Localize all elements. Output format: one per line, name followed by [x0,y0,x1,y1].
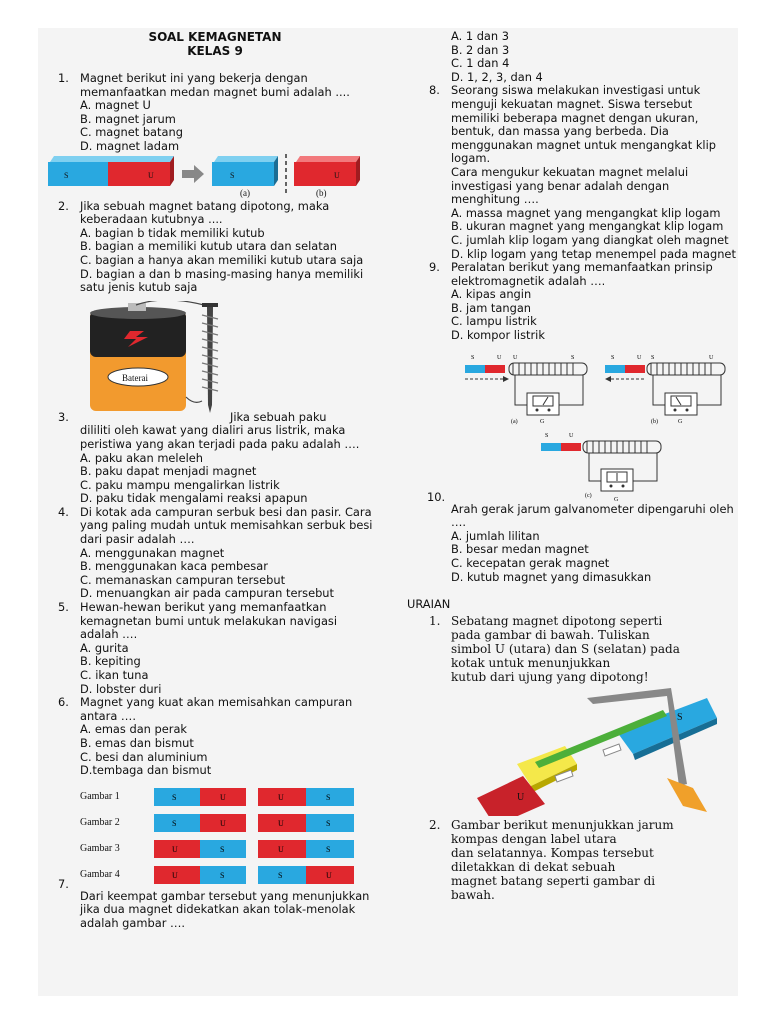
question-line: Gambar berikut menunjukkan jarum [451,817,674,832]
question-4 [44,506,374,601]
galvanometer-label: G [540,418,545,425]
option-b: B. kepiting [80,654,141,669]
option-c: C. memanaskan campuran tersebut [80,572,286,587]
option-c: C. magnet batang [80,125,183,140]
option-c: C. kecepatan gerak magnet [451,556,610,571]
option-d: D. klip logam yang tetap menempel pada magnet [451,246,736,261]
galvanometer-label: G [614,496,619,503]
question-number: 2. [58,198,69,213]
coil [647,363,725,375]
option-b: B. besar medan magnet [451,542,589,557]
pole-label: S [471,354,475,361]
option-a: A. kipas angin [451,287,532,302]
question-number: 4. [58,504,69,519]
pole-label: S [326,792,331,802]
question-line: bawah. [451,887,495,902]
pole-label: S [326,818,331,828]
battery-label: Baterai [122,372,148,383]
option-b: B. bagian a memiliki kutub utara dan selatan [80,239,337,254]
essay-question-2 [407,818,737,902]
question-line: pada gambar di bawah. Tuliskan [451,627,650,642]
question-line: Sebatang magnet dipotong seperti [451,613,663,628]
option-b: B. 2 dan 3 [451,42,510,57]
option-c: C. besi dan aluminium [80,749,208,764]
pole-label: S [172,818,177,828]
option-d: D. lobster duri [80,681,162,696]
question-line: magnet batang seperti gambar di [451,873,656,888]
option-d: D. kutub magnet yang dimasukkan [451,569,652,584]
question-3 [44,411,374,506]
option-a: A. gurita [80,640,129,655]
pole-label: S [230,170,235,180]
pole-label: U [278,792,284,802]
magnet-piece-b [294,162,356,186]
figure-row-1 [80,788,354,806]
option-b: B. jam tangan [451,300,532,315]
option-d: D. 1, 2, 3, dan 4 [451,69,543,84]
coil [509,363,587,375]
question-text-2: Cara mengukur kekuatan magnet melalui investigasi yang benar adalah dengan menghitung …. [451,164,689,207]
option-c: C. lampu listrik [451,314,537,329]
option-a: A. paku akan meleleh [80,450,203,465]
magnet-north-half [108,162,170,186]
question-line: simbol U (utara) dan S (selatan) pada [451,641,680,656]
question-text: Di kotak ada campuran serbuk besi dan pasir. Cara yang paling mudah untuk memisahkan serbuk besi dari pasir adalah …. [80,504,373,547]
option-b: B. emas dan bismut [80,735,194,750]
option-a: A. 1 dan 3 [451,29,509,43]
question-line: kompas dengan label utara [451,831,617,846]
pole-label: U [278,818,284,828]
wire [136,301,204,305]
pole-label: S [64,170,69,180]
option-d: D.tembaga dan bismut [80,763,212,778]
question-number: 9. [429,260,440,275]
pole-label: S [172,792,177,802]
nail [207,307,213,413]
option-c: C. jumlah klip logam yang diangkat oleh magnet [451,232,729,247]
question-lead: Jika sebuah paku [230,409,327,424]
pole-label: S [651,354,655,361]
row-label: Gambar 2 [80,816,120,828]
pole-label: S [278,870,283,880]
figure-saw-magnet [407,688,737,816]
option-a: A. massa magnet yang mengangkat klip logam [451,205,721,220]
row-label: Gambar 1 [80,790,120,802]
question-number: 8. [429,83,440,98]
setup-label: (c) [585,492,592,499]
question-number: 5. [58,600,69,615]
question-5 [44,601,374,696]
question-line: diletakkan di dekat sebuah [451,859,616,874]
option-d: D. menuangkan air pada campuran tersebut [80,586,334,601]
question-number: 2. [429,817,441,832]
page-title: SOAL KEMAGNETAN [148,30,282,44]
option-d: D. paku tidak mengalami reaksi apapun [80,491,308,506]
option-b: B. ukuran magnet yang mengangkat klip logam [451,219,724,234]
question-7-options [407,30,737,84]
uraian-heading: URAIAN [407,597,451,612]
option-d: D. bagian a dan b masing-masing hanya memiliki satu jenis kutub saja [80,266,364,295]
coil [583,441,661,453]
option-c: C. ikan tuna [80,668,149,682]
setup-c [541,433,661,503]
pole-label: U [172,844,178,854]
option-a: A. emas dan perak [80,722,188,737]
question-2 [44,200,374,295]
pole-label: S [326,844,331,854]
question-text: Arah gerak jarum galvanometer dipengaruhi oleh …. [451,501,734,530]
question-7 [44,878,374,931]
setup-label: (a) [511,418,518,425]
question-text: Dari keempat gambar tersebut yang menunjukkan jika dua magnet didekatkan akan tolak-menolak adalah gambar …. [80,888,370,930]
pole-label: U [278,844,284,854]
magnet-piece-a [212,162,274,186]
question-number: 1. [58,71,69,85]
figure-magnet-pairs [44,780,374,884]
row-label: Gambar 4 [80,868,120,880]
figure-battery-nail [44,301,374,413]
pole-label: S [545,432,549,439]
pole-label: U [148,170,154,180]
page-subtitle: KELAS 9 [187,44,243,58]
option-a: A. menggunakan magnet [80,545,225,560]
pole-label: U [172,870,178,880]
question-10 [407,489,737,585]
option-d: D. magnet ladam [80,138,180,153]
question-8 [407,84,737,261]
question-line: kotak untuk menunjukkan [451,655,611,670]
figure-label-b: (b) [316,187,327,198]
option-c: C. bagian a hanya akan memiliki kutub utara saja [80,252,364,267]
pole-label: U [709,354,714,361]
option-a: A. magnet U [80,98,151,113]
question-number: 1. [429,613,441,628]
option-b: B. menggunakan kaca pembesar [80,559,268,574]
galvanometer-label: G [678,418,683,425]
question-text: Magnet yang kuat akan memisahkan campuran antara …. [80,695,353,723]
saw-handle [667,778,707,812]
right-column [407,30,737,902]
row-label: Gambar 3 [80,842,120,854]
option-c: C. paku mampu mengalirkan listrik [80,477,280,492]
question-text: Jika sebuah magnet batang dipotong, maka keberadaan kutubnya .... [80,198,330,227]
question-9 [407,261,737,343]
question-number: 3. [58,409,69,424]
figure-row-3 [80,840,354,858]
option-b: B. magnet jarum [80,111,176,126]
pole-label: U [513,354,518,361]
pole-label: S [677,711,683,723]
essay-question-1 [407,614,737,684]
question-text: dililiti oleh kawat yang dialiri arus listrik, maka peristiwa yang akan terjadi pada paku adalah …. [80,423,360,451]
figure-label-a: (a) [240,187,250,198]
setup-b [605,355,725,425]
setup-a [465,355,587,425]
figure-galvanometer [407,351,737,503]
pole-label: U [637,354,642,361]
question-text: Seorang siswa melakukan investigasi untuk menguji kekuatan magnet. Siswa tersebut memiliki beberapa magnet dengan ukuran, bentuk, dan massa yang berbeda. Dia menggunakan magnet untuk mengangkat klip logam. [451,83,716,166]
question-line: dan selatannya. Kompas tersebut [451,845,654,860]
arrow-icon [182,165,204,183]
option-c: C. 1 dan 4 [451,56,510,71]
question-6 [44,696,374,778]
question-line: kutub dari ujung yang dipotong! [451,669,649,684]
pole-label: U [220,818,226,828]
pole-label: S [220,844,225,854]
pole-label: S [611,354,615,361]
figure-row-2 [80,814,354,832]
pole-label: U [220,792,226,802]
pole-label: S [220,870,225,880]
option-d: D. kompor listrik [451,328,545,343]
setup-label: (b) [651,418,658,425]
option-a: A. bagian b tidak memiliki kutub [80,225,265,240]
figure-magnet-cut [44,154,374,198]
question-text: Hewan-hewan berikut yang memanfaatkan kemagnetan bumi untuk melakukan navigasi adalah …. [80,600,338,642]
option-a: A. jumlah lilitan [451,528,540,543]
question-text: Peralatan berikut yang memanfaatkan prinsip elektromagnetik adalah …. [451,260,713,288]
magnet-south-half [48,162,108,186]
pole-label: U [334,170,340,180]
nail-head [202,303,218,307]
option-b: B. paku dapat menjadi magnet [80,464,257,479]
pole-label: U [497,354,502,361]
question-number: 7. [58,876,69,891]
pole-label: U [326,870,332,880]
question-number: 10. [427,489,446,504]
question-number: 6. [58,695,69,710]
question-text: Magnet berikut ini yang bekerja dengan memanfaatkan medan magnet bumi adalah .... [80,71,350,99]
pole-label: U [569,432,574,439]
pole-label: S [571,354,575,361]
question-1 [44,72,374,154]
wire [186,397,202,402]
pole-label: U [517,791,525,803]
left-column [44,30,374,931]
